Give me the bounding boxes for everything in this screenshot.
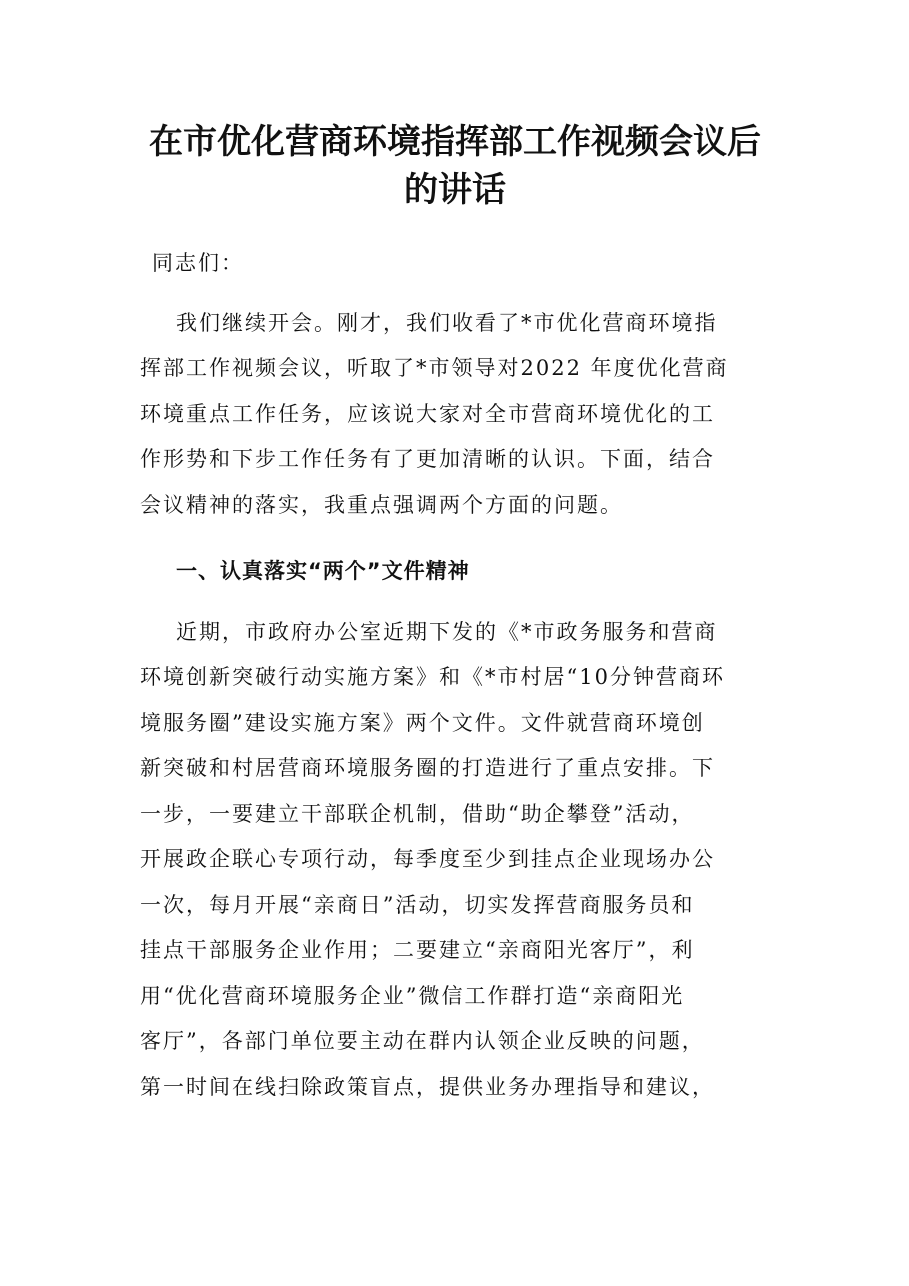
paragraph-2-line: 一步，一要建立干部联企机制，借助“助企攀登”活动， [140,802,695,826]
document-title-line-2: 的讲话 [404,170,506,210]
paragraph-1-line: 挥部工作视频会议，听取了*市领导对2022 年度优化营商 [140,356,729,380]
paragraph-2-line: 挂点干部服务企业作用；二要建立“亲商阳光客厅”，利 [140,938,695,962]
section-heading-1: 一、认真落实“两个”文件精神 [176,559,470,583]
paragraph-1-line: 作形势和下步工作任务有了更加清晰的认识。下面，结合 [140,447,715,471]
paragraph-2-line: 开展政企联心专项行动，每季度至少到挂点企业现场办公 [140,847,715,871]
paragraph-2-line: 客厅”，各部门单位要主动在群内认领企业反映的问题， [140,1029,705,1053]
salutation: 同志们： [152,251,244,275]
document-title-line-1: 在市优化营商环境指挥部工作视频会议后 [149,122,761,162]
paragraph-2-line: 近期，市政府办公室近期下发的《*市政务服务和营商 [176,620,718,644]
paragraph-1-line: 会议精神的落实，我重点强调两个方面的问题。 [140,493,623,517]
paragraph-2-line: 环境创新突破行动实施方案》和《*市村居“10分钟营商环 [140,665,725,689]
paragraph-1-line: 我们继续开会。刚才，我们收看了*市优化营商环境指 [176,311,718,335]
paragraph-2-line: 用“优化营商环境服务企业”微信工作群打造“亲商阳光 [140,984,685,1008]
paragraph-2-line: 一次，每月开展“亲商日”活动，切实发挥营商服务员和 [140,893,695,917]
paragraph-1-line: 环境重点工作任务，应该说大家对全市营商环境优化的工 [140,402,715,426]
paragraph-2-line: 境服务圈”建设实施方案》两个文件。文件就营商环境创 [140,711,705,735]
paragraph-2-line: 新突破和村居营商环境服务圈的打造进行了重点安排。下 [140,756,715,780]
paragraph-2-line: 第一时间在线扫除政策盲点，提供业务办理指导和建议， [140,1075,715,1099]
